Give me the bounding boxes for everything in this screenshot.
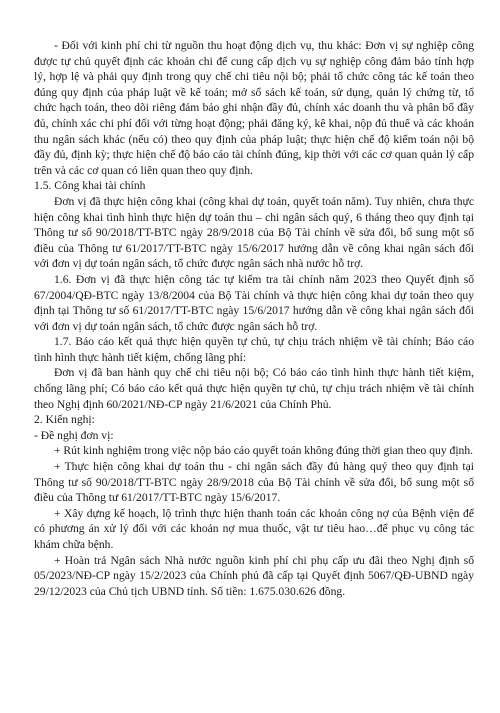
recommendation-item-3: + Xây dựng kế hoạch, lộ trình thực hiện thanh toán các khoản công nợ của Bệnh viện để có phương án xử lý đối với các khoản nợ mua thuốc, vật tư tiêu hao…để phục vụ công tác khám chữa bệnh. [34, 506, 474, 551]
section-heading-1-5: 1.5. Công khai tài chính [34, 179, 146, 193]
paragraph-public-disclosure: Đơn vị đã thực hiện công khai (công khai dự toán, quyết toán năm). Tuy nhiên, chưa thực hiện công khai tình hình thực hiện dự toán thu – chi ngân sách quý, 6 tháng theo quy định tại Thông tư số 90/2018/TT-BTC ngày 28/9/2018 của Bộ Tài chính về sửa đổi, bổ sung một số điều của Thông tư 61/2017/TT-BTC ngày 15/6/2017 hướng dẫn về công khai ngân sách đối với đơn vị dự toán ngân sách, tổ chức được ngân sách nhà nước hỗ trợ. [34, 194, 474, 271]
recommendation-intro: - Đề nghị đơn vị: [34, 428, 114, 442]
paragraph-internal-regulation: Đơn vị đã ban hành quy chế chi tiêu nội bộ; Có báo cáo tình hình thực hành tiết kiệm, chống lãng phí; Có báo cáo kết quả thực hiện quyền tự chủ, tự chịu trách nhiệm về tài chính theo Nghị định 60/2021/NĐ-CP ngày 21/6/2021 của Chính Phủ. [34, 366, 474, 411]
paragraph-self-inspection: 1.6. Đơn vị đã thực hiện công tác tự kiểm tra tài chính năm 2023 theo Quyết định số 67/2004/QĐ-BTC ngày 13/8/2004 của Bộ Tài chính và thực hiện công khai dự toán theo quy định tại Thông tư số 61/2017/TT-BTC ngày 15/6/2017 hướng dẫn về công khai ngân sách đối với đơn vị dự toán ngân sách, tổ chức được ngân sách hỗ trợ. [34, 272, 474, 333]
recommendation-item-4: + Hoàn trả Ngân sách Nhà nước nguồn kinh phí chi phụ cấp ưu đãi theo Nghị định số 05/2023/NĐ-CP ngày 15/2/2023 của Chính phủ đã cấp tại Quyết định 5067/QĐ-UBND ngày 29/12/2023 của Chủ tịch UBND tỉnh. Số tiền: 1.675.030.626 đồng. [34, 553, 474, 598]
recommendation-item-1: + Rút kinh nghiệm trong việc nộp báo cáo quyết toán không đúng thời gian theo quy định. [54, 444, 474, 458]
recommendation-item-2: + Thực hiện công khai dự toán thu - chi ngân sách đầy đủ hàng quý theo quy định tại Thông tư số 90/2018/TT-BTC ngày 28/9/2018 của Bộ Tài chính về sửa đổi, bổ sung một số điều của Thông tư 61/2017/TT-BTC ngày 15/6/2017. [34, 460, 474, 505]
paragraph-autonomy-report: 1.7. Báo cáo kết quả thực hiện quyền tự chủ, tự chịu trách nhiệm về tài chính; Báo cáo tình hình thực hành tiết kiệm, chống lãng phí: [34, 335, 474, 364]
section-heading-recommendations: 2. Kiến nghị: [34, 413, 95, 427]
document-page [34, 38, 474, 599]
paragraph-service-revenue: - Đối với kinh phí chi từ nguồn thu hoạt động dịch vụ, thu khác: Đơn vị sự nghiệp công được tự chủ quyết định các khoản chi để cung cấp dịch vụ sự nghiệp công đảm bảo tính hợp lý, hợp lệ và phải quy định trong quy chế chi tiêu nội bộ; phải tổ chức công tác kế toán theo đúng quy định của pháp luật về kế toán; mở sổ sách kế toán, sử dụng, quản lý chứng từ, tổ chức hạch toán, theo dõi riêng đảm bảo ghi nhận đầy đủ, chính xác doanh thu và phân bổ đầy đủ, chính xác chi phí đối với từng hoạt động; phải đăng ký, kê khai, nộp đủ thuế và các khoản thu ngân sách khác (nếu có) theo quy định của pháp luật; thực hiện chế độ kiểm toán nội bộ đầy đủ, định kỳ; thực hiện chế độ báo cáo tài chính đúng, kịp thời với các cơ quan quản lý cấp trên và các cơ quan có liên quan theo quy định. [34, 39, 474, 177]
